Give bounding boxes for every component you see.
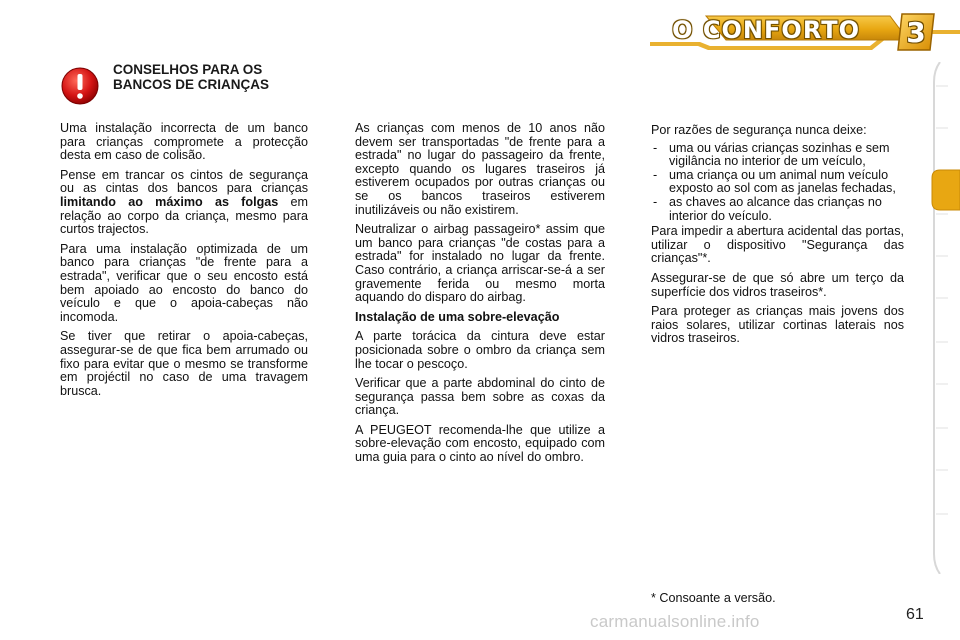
list-item — [651, 196, 904, 223]
paragraph: Por razões de segurança nunca deixe: — [651, 123, 867, 137]
watermark: carmanualsonline.info — [590, 612, 760, 631]
paragraph: Uma instalação incorrecta de um banco para crianças compromete a protecção desta em caso de colisão. — [60, 121, 308, 163]
text-run: Pense em trancar os cintos de segurança ou as cintas dos bancos para crianças — [60, 167, 308, 196]
text-run: em relação ao corpo da criança, mesmo para curtos trajectos. — [60, 194, 309, 237]
paragraph: Neutralizar o airbag passageiro* assim que um banco para crianças "de costas para a estrada" for instalado no lugar da frente. Caso contrário, a criança arriscar-se-á a ser gravemente ferida ou mesmo morta aquando do disparo do airbag. — [355, 222, 605, 305]
dash-bullet-icon: - — [653, 194, 658, 209]
chapter-number: 3 — [906, 15, 926, 49]
dash-bullet-icon: - — [653, 140, 658, 155]
paragraph: Se tiver que retirar o apoia-cabeças, assegurar-se de que fica bem arrumado ou fixo para evitar que o mesmo se transforme em projéctil no caso de uma travagem brusca. — [60, 329, 308, 398]
dash-bullet-icon: - — [653, 167, 658, 182]
paragraph: Verificar que a parte abdominal do cinto de segurança passa bem sobre as coxas da criança. — [355, 376, 605, 418]
column-1 — [60, 122, 308, 404]
paragraph: A parte torácica da cintura deve estar posicionada sobre o ombro da criança sem lhe tocar o pescoço. — [355, 329, 605, 371]
list-item — [651, 142, 904, 169]
section-title: CONSELHOS PARA OS BANCOS DE CRIANÇAS — [113, 62, 270, 92]
paragraph: Para uma instalação optimizada de um banco para crianças "de frente para a estrada", verificar que o seu encosto está bem apoiado ao encosto do banco do veículo e que o apoia-cabeças não incomoda. — [60, 241, 308, 324]
list-item — [651, 169, 904, 196]
subheading: Instalação de uma sobre-elevação — [355, 309, 560, 324]
list-item-text: as chaves ao alcance das crianças no interior do veículo. — [669, 194, 882, 223]
list-item-text: uma criança ou um animal num veículo exposto ao sol com as janelas fechadas, — [669, 167, 896, 196]
footnote: * Consoante a versão. — [651, 591, 776, 605]
paragraph: Para proteger as crianças mais jovens dos raios solares, utilizar cortinas laterais nos vidros traseiros. — [651, 304, 904, 346]
paragraph: A PEUGEOT recomenda-lhe que utilize a sobre-elevação com encosto, equipado com uma guia para o cinto ao nível do ombro. — [355, 422, 605, 465]
column-3 — [651, 124, 904, 352]
paragraph — [60, 169, 308, 237]
warning-exclamation-icon — [60, 66, 100, 106]
paragraph: Assegurar-se de que só abre um terço da superfície dos vidros traseiros*. — [651, 270, 904, 299]
column-2 — [355, 122, 605, 471]
paragraph: Para impedir a abertura acidental das portas, utilizar o dispositivo "Segurança das crianças"*. — [651, 224, 904, 266]
list-item-text: uma ou várias crianças sozinhas e sem vigilância no interior de um veículo, — [669, 140, 890, 169]
paragraph: As crianças com menos de 10 anos não devem ser transportadas "de frente para a estrada" no lugar do passageiro da frente, excepto quando os lugares traseiros já estiverem ocupados por outras crianças ou se os bancos traseiros estiverem inutilizáveis ou não existirem. — [355, 121, 605, 217]
bold-text-run: limitando ao máximo as folgas — [60, 194, 279, 209]
chapter-title: O CONFORTO — [672, 16, 860, 44]
chapter-side-tabs — [926, 62, 960, 574]
page-number: 61 — [906, 606, 924, 623]
